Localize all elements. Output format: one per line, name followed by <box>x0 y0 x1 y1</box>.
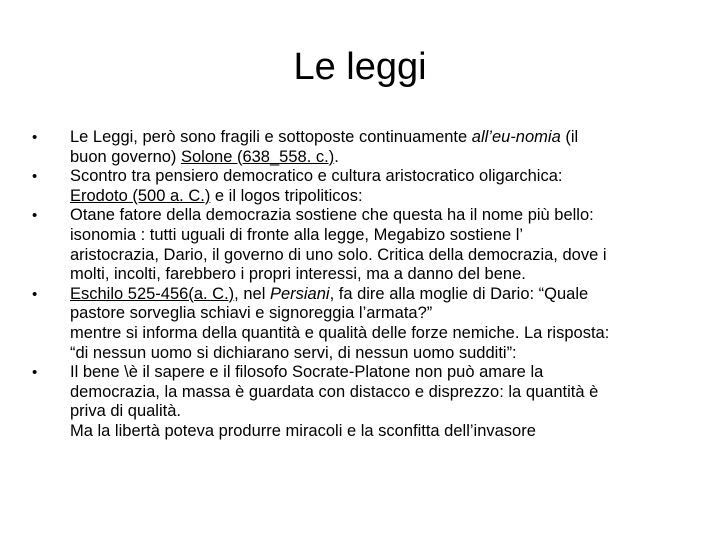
text-line: Otane fatore della democrazia sostiene che questa ha il nome più bello: <box>70 206 594 225</box>
text-line: Scontro tra pensiero democratico e cultura aristocratico oligarchica: <box>70 167 563 186</box>
text-line: molti, incolti, farebbero i propri interessi, ma a danno del bene. <box>70 265 526 284</box>
bullet-item <box>32 206 708 284</box>
bullet-item <box>32 167 708 206</box>
italic-term: all’eu-nomia <box>471 128 561 146</box>
text-line: Ma la libertà poteva produrre miracoli e la sconfitta dell’invasore <box>70 421 536 440</box>
text-line: “di nessun uomo si dichiarano servi, di nessun uomo sudditi”: <box>70 343 517 362</box>
hyperlink-solone[interactable]: Solone (638_558. c.) <box>181 147 335 166</box>
text-line: isonomia : tutti uguali di fronte alla legge, Megabizo sostiene l’ <box>70 225 524 244</box>
text-line: pastore sorveglia schiavi e signoreggia l’armata?” <box>70 304 433 323</box>
bullet-dot-icon: • <box>32 168 38 186</box>
bullet-list <box>32 128 708 442</box>
bullet-dot-icon: • <box>32 207 38 225</box>
text-line: Le Leggi, però sono fragili e sottoposte continuamente all’eu-nomia (il <box>70 128 579 146</box>
text-line: Eschilo 525-456(a. C.), nel Persiani, fa dire alla moglie di Dario: “Quale <box>70 284 589 303</box>
hyperlink-eschilo[interactable]: Eschilo 525-456(a. C.) <box>70 284 235 303</box>
bullet-item <box>32 363 708 441</box>
bullet-dot-icon: • <box>32 285 38 303</box>
text-line: priva di qualità. <box>70 402 181 421</box>
bullet-item <box>32 128 708 167</box>
text-line: democrazia, la massa è guardata con distacco e disprezzo: la quantità è <box>70 382 599 401</box>
slide-title: Le leggi <box>293 46 427 88</box>
bullet-item <box>32 285 708 363</box>
hyperlink-erodoto[interactable]: Erodoto (500 a. C.) <box>70 186 211 205</box>
italic-term: Persiani <box>269 284 330 303</box>
text-line: Erodoto (500 a. C.) e il logos tripoliticos: <box>70 186 363 205</box>
text-line: buon governo) Solone (638_558. c.). <box>70 147 339 166</box>
text-line: Il bene \è il sapere e il filosofo Socrate-Platone non può amare la <box>70 363 544 382</box>
text-line: aristocrazia, Dario, il governo di uno solo. Critica della democrazia, dove i <box>70 245 607 264</box>
bullet-dot-icon: • <box>32 129 38 146</box>
bullet-dot-icon: • <box>32 364 38 382</box>
text-line: mentre si informa della quantità e qualità delle forze nemiche. La risposta: <box>70 323 610 342</box>
